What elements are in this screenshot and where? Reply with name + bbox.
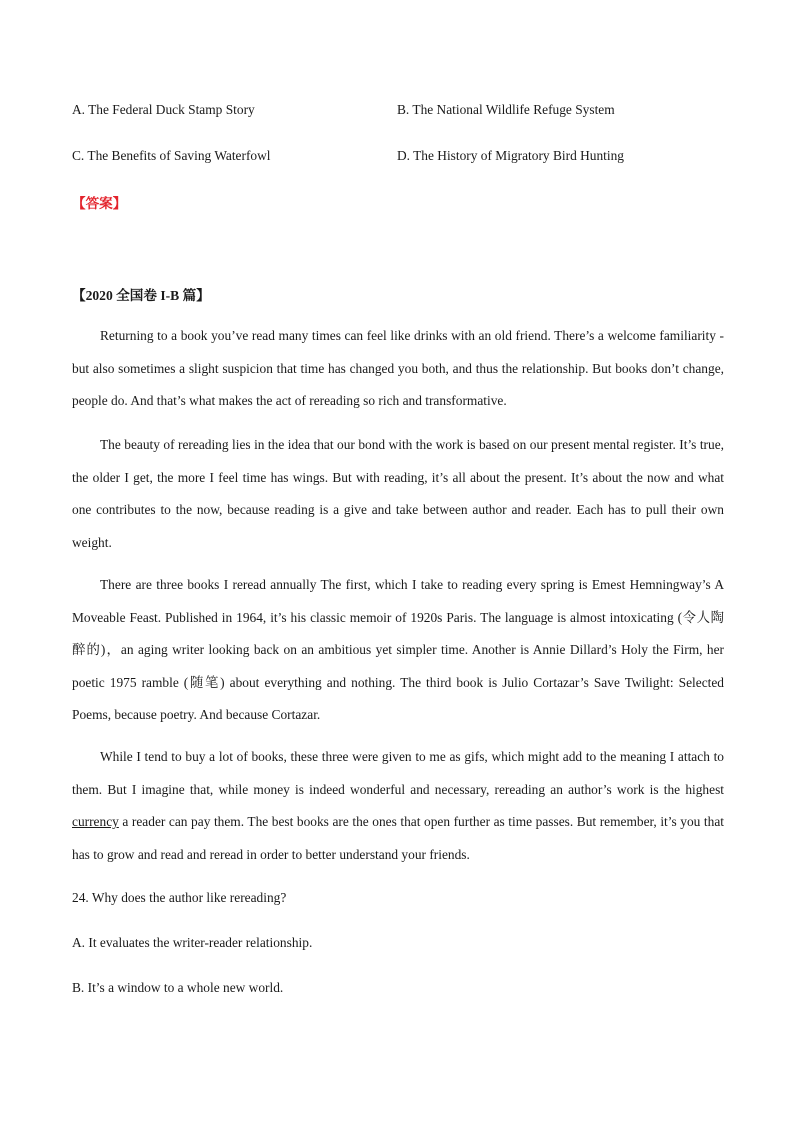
option-b: B. The National Wildlife Refuge System — [397, 102, 615, 117]
underlined-word-currency: currency — [72, 814, 119, 829]
paragraph-2: The beauty of rereading lies in the idea that our bond with the work is based on our present mental register. It’s true, the older I get, the more I feel time has wings. But with reading, it’s all about the present. It’s about the now and what one contributes to the now, because reading is a give and take between author and reader. Each has to pull their own weight. — [72, 437, 724, 550]
option-a: A. The Federal Duck Stamp Story — [72, 102, 255, 117]
question-option-b: B. It’s a window to a whole new world. — [72, 980, 284, 995]
option-c: C. The Benefits of Saving Waterfowl — [72, 148, 271, 163]
option-d: D. The History of Migratory Bird Hunting — [397, 148, 624, 163]
section-title: 【2020 全国卷 I-B 篇】 — [72, 288, 210, 303]
paragraph-4-text-end: a reader can pay them. The best books are the ones that open further as time passes. But remember, it’s you that has to grow and read and reread in order to better understand your friends. — [72, 814, 724, 862]
paragraph-4 — [72, 741, 724, 871]
question-option-a: A. It evaluates the writer-reader relationship. — [72, 935, 313, 950]
paragraph-3: There are three books I reread annually The first, which I take to reading every spring is Emest Hemningway’s A Moveable Feast. Published in 1964, it’s his classic memoir of 1920s Paris. The language is almost intoxicating (令人陶醉的)，an aging writer looking back on an ambitious yet simpler time. Another is Annie Dillard’s Holy the Firm, her poetic 1975 ramble (随笔) about everything and nothing. The third book is Julio Cortazar’s Save Twilight: Selected Poems, because poetry. And because Cortazar. — [72, 577, 724, 722]
paragraph-4-text-start: While I tend to buy a lot of books, these three were given to me as gifs, which might add to the meaning I attach to them. But I imagine that, while money is indeed wonderful and necessary, rereading an author’s work is the highest — [72, 749, 724, 797]
paragraph-1: Returning to a book you’ve read many times can feel like drinks with an old friend. There’s a welcome familiarity - but also sometimes a slight suspicion that time has changed you both, and thus the relationship. But books don’t change, people do. And that’s what makes the act of rereading so rich and transformative. — [72, 328, 724, 408]
question-stem: 24. Why does the author like rereading? — [72, 890, 287, 905]
answer-label: 【答案】 — [72, 196, 127, 211]
